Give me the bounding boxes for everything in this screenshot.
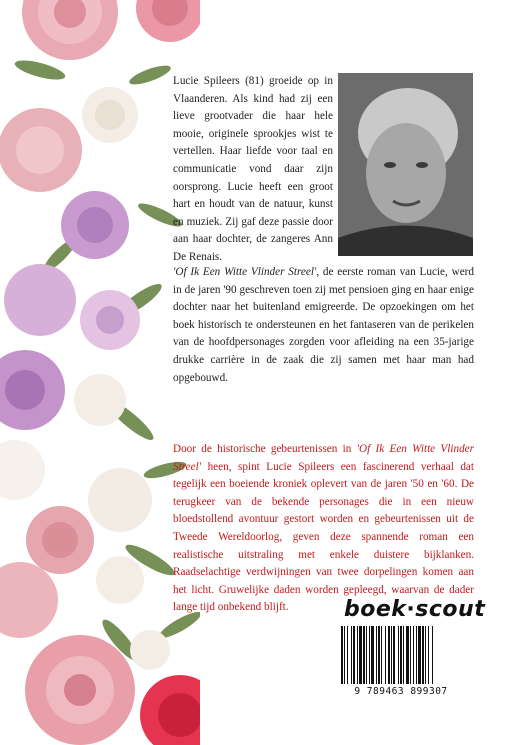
isbn-number: 9 789463 899307 — [354, 686, 448, 697]
blurb-book-title: 'Of Ik Een Witte Vlinder Streel' — [173, 443, 474, 473]
author-bio-continued — [173, 264, 474, 387]
publisher-name-dot: · — [406, 597, 416, 622]
author-photo — [338, 73, 473, 256]
book-title-reference: 'Of Ik Een Witte Vlinder Streel' — [173, 266, 317, 278]
isbn-barcode — [337, 626, 465, 700]
floral-border-image — [0, 0, 200, 745]
publisher-logo — [344, 597, 485, 622]
author-bio-text: , de eerste roman van Lucie, werd in de jaren '90 geschreven toen zij met pensioen ging en haar enige dochter naar het buitenland emigreerde. De opzoekingen om het boek historisch te ondersteunen en het fantaseren van de perikelen van de hoofdpersonages zorgden voor afleiding na een 35-jarige drukke carrière in de zaak die zij samen met haar man had opgebouwd. — [173, 266, 474, 384]
blurb-intro: Door de historische gebeurtenissen in — [173, 443, 357, 455]
book-blurb — [173, 441, 474, 617]
publisher-name-part2: scout — [415, 597, 486, 622]
author-bio-intro: Lucie Spileers (81) groeide op in Vlaanderen. Als kind had zij een lieve grootvader die haar hele mooie, originele sprookjes wist te vertellen. Haar liefde voor taal en communicatie vond daar zijn oorsprong. Lucie heeft een groot hart en houdt van de natuur, kunst en muziek. Zij gaf deze passie door aan haar dochter, de zangeres Ann De Renais. — [173, 75, 333, 263]
blurb-text: heen, spint Lucie Spileers een fascinerend verhaal dat tegelijk een boeiende kroniek oplevert van de jaren '50 en '60. De terugkeer van de bekende personages die in een nieuw bloedstollend avontuur gestort worden en gebeurtenissen uit de Tweede Wereldoorlog, geven deze spannende roman een realistische uitstraling met enkele duistere bijklanken. Raadselachtige verdwijningen van twee dorpelingen komen aan het licht. Gruwelijke daden worden gepleegd, waarvan de dader lange tijd onbekend blijft. — [173, 460, 474, 614]
barcode-bars — [337, 626, 465, 686]
publisher-name-part1: boek — [344, 597, 407, 622]
